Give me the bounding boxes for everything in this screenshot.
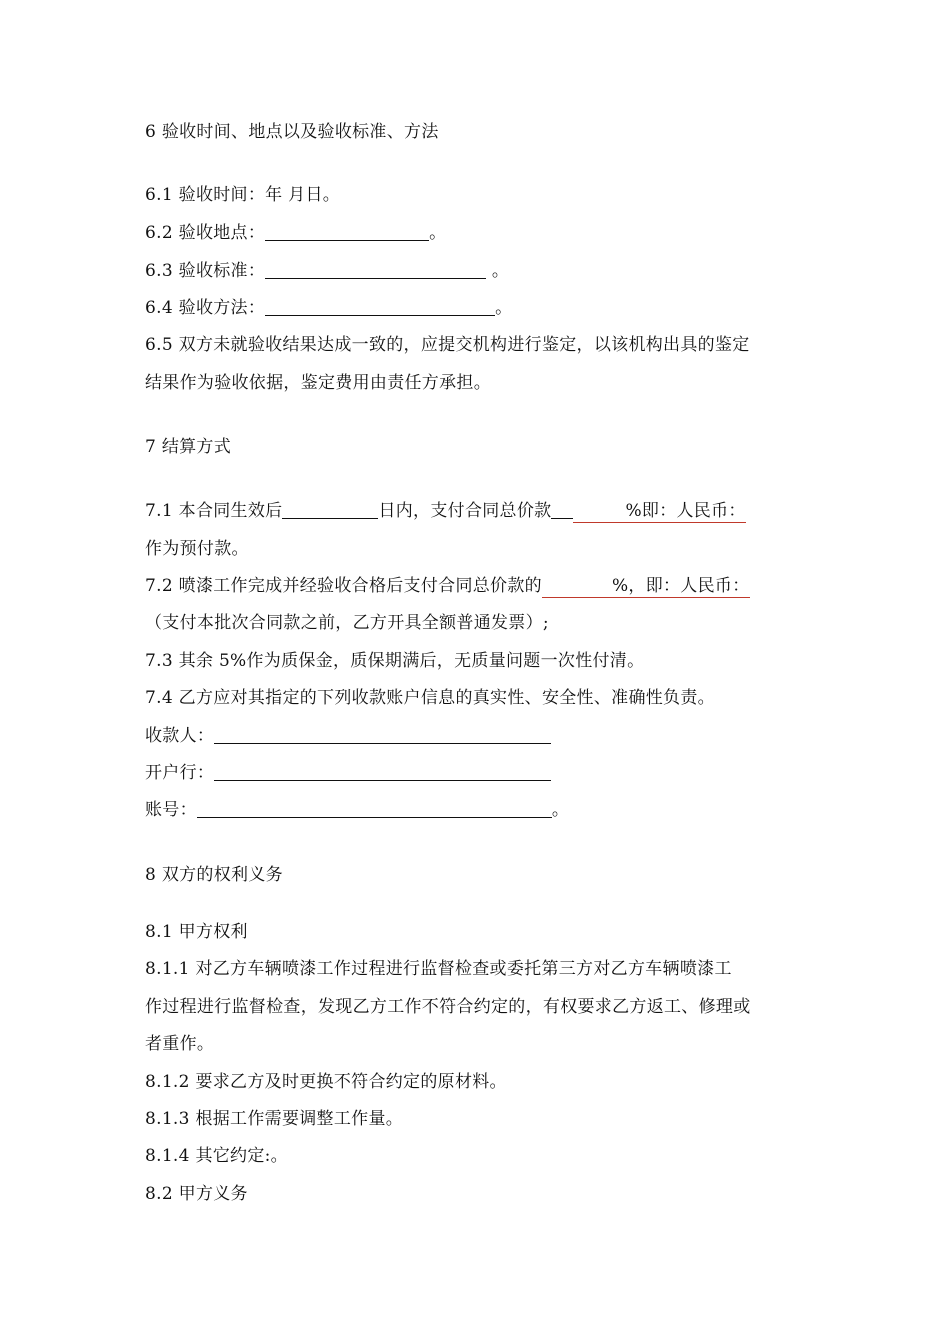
account-line bbox=[145, 799, 569, 821]
account-blank bbox=[197, 799, 552, 818]
clause-6-1: 6.1 验收时间：年 月日。 bbox=[145, 185, 341, 205]
red-underlined-amount-2 bbox=[542, 575, 750, 598]
section-7-heading: 7 结算方式 bbox=[145, 437, 232, 457]
acceptance-method-blank bbox=[265, 297, 495, 316]
clause-7-2-part-a: 7.2 喷漆工作完成并经验收合格后支付合同总价款的 bbox=[145, 576, 542, 596]
payee-blank bbox=[214, 725, 551, 744]
clause-7-3: 7.3 其余 5%作为质保金，质保期满后，无质量问题一次性付清。 bbox=[145, 651, 645, 671]
clause-6-4-label: 6.4 验收方法： bbox=[145, 298, 266, 318]
payee-label: 收款人： bbox=[145, 726, 215, 746]
clause-8-1-1-line3: 者重作。 bbox=[145, 1034, 215, 1054]
clause-6-3-label: 6.3 验收标准： bbox=[145, 261, 266, 281]
section-6-heading: 6 验收时间、地点以及验收标准、方法 bbox=[145, 122, 439, 142]
clause-8-1-4: 8.1.4 其它约定:。 bbox=[145, 1146, 288, 1166]
bank-label: 开户行： bbox=[145, 763, 215, 783]
clause-6-5-line2: 结果作为验收依据，鉴定费用由责任方承担。 bbox=[145, 373, 491, 393]
clause-7-2-part-b: %，即：人民币： bbox=[611, 576, 750, 596]
bank-blank bbox=[214, 762, 551, 781]
percent-blank-1 bbox=[551, 500, 573, 519]
clause-6-3 bbox=[145, 260, 509, 282]
acceptance-standard-blank bbox=[265, 260, 486, 279]
clause-6-3-end: 。 bbox=[486, 261, 510, 281]
clause-6-2 bbox=[145, 222, 446, 244]
clause-8-1-3: 8.1.3 根据工作需要调整工作量。 bbox=[145, 1109, 404, 1129]
red-underlined-amount-1 bbox=[573, 500, 745, 523]
clause-7-1-line2: 作为预付款。 bbox=[145, 539, 249, 559]
clause-6-5-line1: 6.5 双方未就验收结果达成一致的，应提交机构进行鉴定，以该机构出具的鉴定 bbox=[145, 335, 750, 355]
bank-line bbox=[145, 762, 551, 784]
section-8-heading: 8 双方的权利义务 bbox=[145, 865, 283, 885]
payee-line bbox=[145, 725, 551, 747]
acceptance-location-blank bbox=[265, 222, 429, 241]
clause-6-4 bbox=[145, 297, 512, 319]
clause-8-1-1-line2: 作过程进行监督检查，发现乙方工作不符合约定的，有权要求乙方返工、修理或 bbox=[145, 997, 751, 1017]
clause-6-2-label: 6.2 验收地点： bbox=[145, 223, 266, 243]
days-blank bbox=[282, 500, 378, 519]
clause-7-1-part-c: %即：人民币： bbox=[625, 501, 746, 521]
clause-7-1-part-a: 7.1 本合同生效后 bbox=[145, 501, 283, 521]
clause-7-2 bbox=[145, 575, 750, 598]
clause-8-2: 8.2 甲方义务 bbox=[145, 1184, 248, 1204]
clause-6-4-end: 。 bbox=[495, 298, 513, 318]
clause-7-1 bbox=[145, 500, 746, 523]
clause-8-1: 8.1 甲方权利 bbox=[145, 922, 248, 942]
clause-8-1-1-line1: 8.1.1 对乙方车辆喷漆工作过程进行监督检查或委托第三方对乙方车辆喷漆工 bbox=[145, 959, 732, 979]
clause-6-2-end: 。 bbox=[429, 223, 447, 243]
account-end: 。 bbox=[551, 800, 570, 820]
clause-7-4: 7.4 乙方应对其指定的下列收款账户信息的真实性、安全性、准确性负责。 bbox=[145, 688, 715, 708]
account-label: 账号： bbox=[145, 800, 197, 820]
clause-7-2-line2: （支付本批次合同款之前，乙方开具全额普通发票）; bbox=[145, 613, 549, 633]
clause-8-1-2: 8.1.2 要求乙方及时更换不符合约定的原材料。 bbox=[145, 1072, 507, 1092]
clause-7-1-part-b: 日内，支付合同总价款 bbox=[378, 501, 552, 521]
